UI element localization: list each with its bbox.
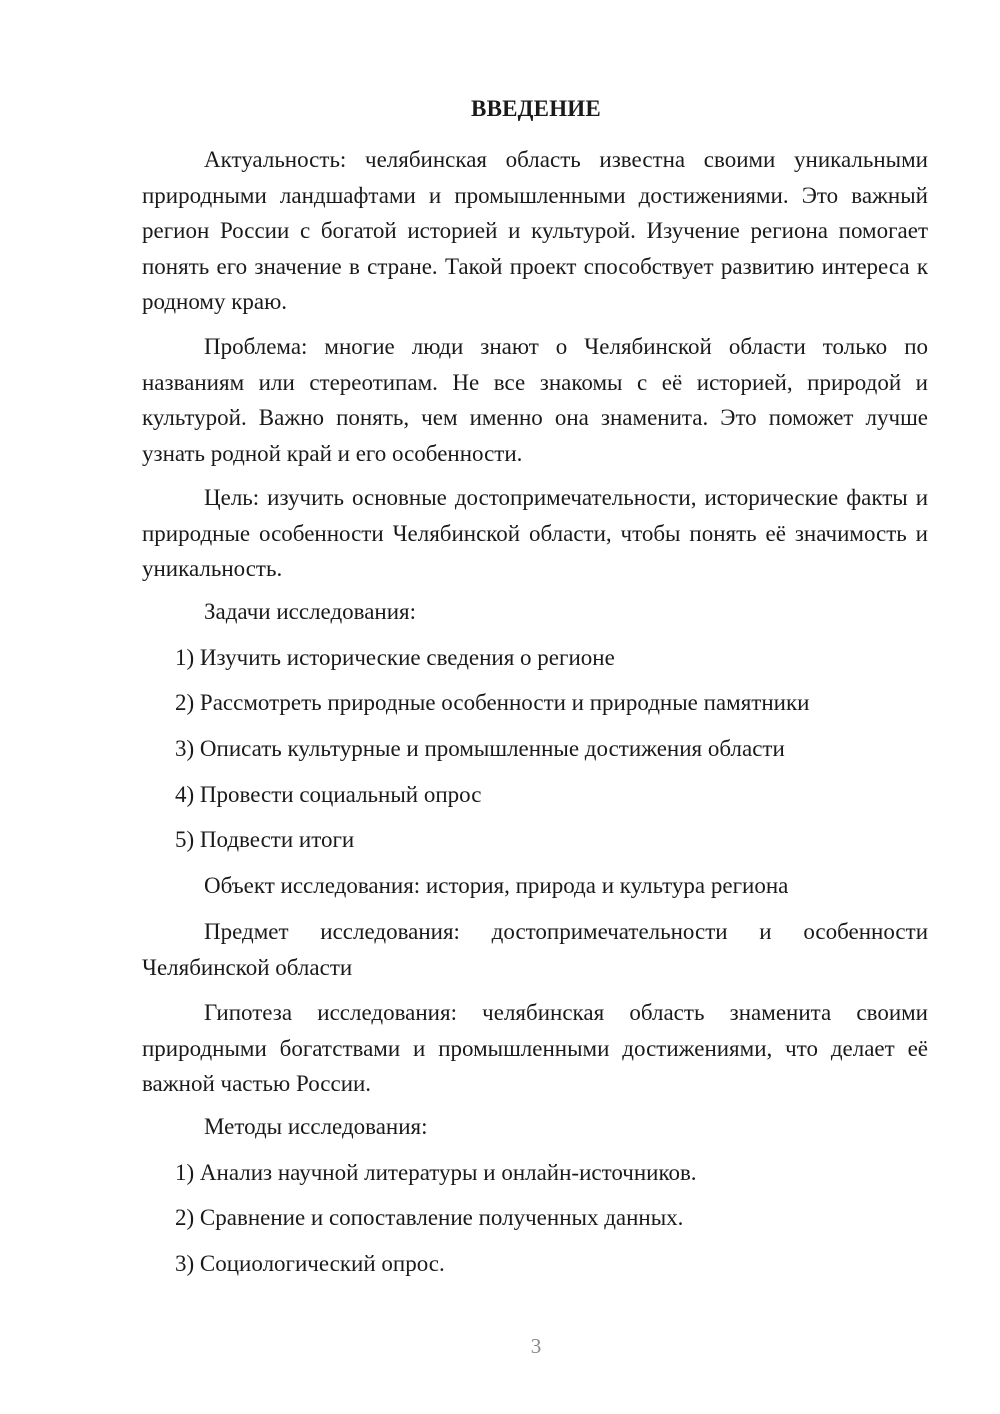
method-item: 2) Сравнение и сопоставление полученных данных. <box>175 1205 684 1230</box>
method-item: 3) Социологический опрос. <box>175 1251 445 1276</box>
subject-paragraph: Предмет исследования: достопримечательности и особенности Челябинской области <box>142 919 928 980</box>
method-item: 1) Анализ научной литературы и онлайн-источников. <box>175 1160 697 1185</box>
task-item: 3) Описать культурные и промышленные достижения области <box>175 736 785 761</box>
problem-paragraph: Проблема: многие люди знают о Челябинской области только по названиям или стереотипам. Не все знакомы с её историей, природой и культурой. Важно понять, чем именно она знаменита. Это поможет лучше узнать родной край и его особенности. <box>142 334 928 466</box>
task-item: 5) Подвести итоги <box>175 827 355 852</box>
task-item: 2) Рассмотреть природные особенности и природные памятники <box>175 690 810 715</box>
object-paragraph: Объект исследования: история, природа и культура региона <box>204 873 789 898</box>
page-number: 3 <box>530 1334 542 1358</box>
page-title: ВВЕДЕНИЕ <box>471 96 601 121</box>
methods-heading: Методы исследования: <box>204 1114 428 1139</box>
hypothesis-paragraph: Гипотеза исследования: челябинская область знаменита своими природными богатствами и промышленными достижениями, что делает её важной частью России. <box>142 1000 928 1096</box>
goal-paragraph: Цель: изучить основные достопримечательности, исторические факты и природные особенности Челябинской области, чтобы понять её значимость и уникальность. <box>142 485 928 581</box>
task-item: 1) Изучить исторические сведения о регионе <box>175 645 615 670</box>
relevance-paragraph: Актуальность: челябинская область известна своими уникальными природными ландшафтами и промышленными достижениями. Это важный регион России с богатой историей и культурой. Изучение региона помогает понять его значение в стране. Такой проект способствует развитию интереса к родному краю. <box>142 147 928 314</box>
task-item: 4) Провести социальный опрос <box>175 782 482 807</box>
tasks-heading: Задачи исследования: <box>204 599 417 624</box>
